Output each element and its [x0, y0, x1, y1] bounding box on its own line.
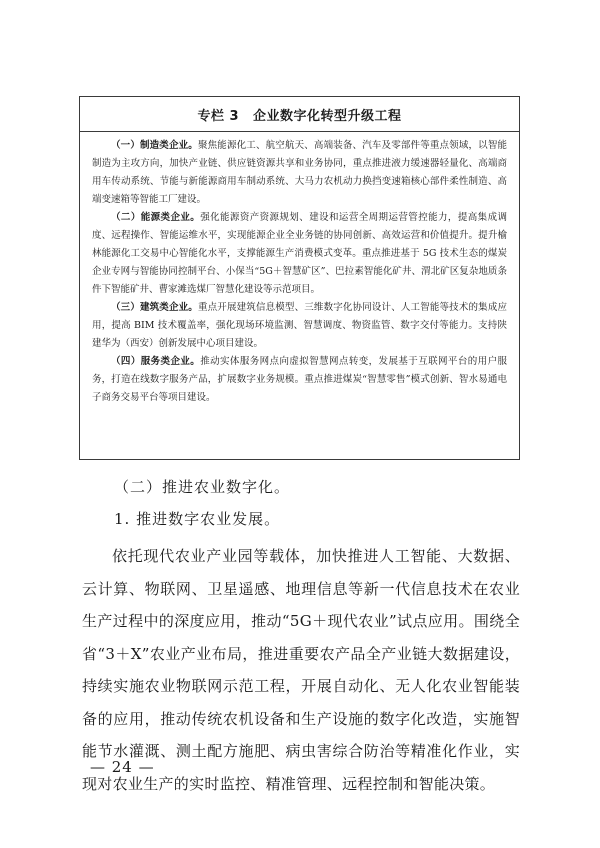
box-title: 企业数字化转型升级工程: [253, 108, 402, 124]
item-lead: （一）制造类企业。: [111, 140, 198, 151]
item-text: 强化能源资产资源规划、建设和运营全周期运营管控能力，提高集成调度、远程操作、智能运维水平，实现能源企业全业务链的协同创新、高效运营和价值提升。提升榆林能源化工交易中心智能化水平，支撑能源生产消费模式变革。重点推进基于 5G 技术生态的煤炭企业专网与智能协同控制平台、小保当“5G＋智慧矿区”、巴拉素智能化矿井、渭北矿区复杂地质条件下智能矿井、曹家滩选煤厂智慧化建设等示范项目。: [92, 212, 507, 295]
item-text: 重点开展建筑信息模型、三维数字化协同设计、人工智能等技术的集成应用，提高 BIM 技术覆盖率，强化现场环境监测、智慧调度、物资监管、数字交付等能力。支持陕建华为（西安）创新发展中心项目建设。: [92, 302, 507, 349]
box-item-energy: [92, 209, 507, 299]
section-heading: （二）推进农业数字化。: [114, 478, 291, 496]
body-paragraph: 依托现代农业产业园等载体，加快推进人工智能、大数据、云计算、物联网、卫星遥感、地理信息等新一代信息技术在农业生产过程中的深度应用，推动“5G＋现代农业”试点应用。围绕全省“3＋X”农业产业布局，推进重要农产品全产业链大数据建设，持续实施农业物联网示范工程，开展自动化、无人化农业智能装备的应用，推动传统农机设备和生产设施的数字化改造，实施智能节水灌溉、测土配方施肥、病虫害综合防治等精准化作业，实现对农业生产的实时监控、精准管理、远程控制和智能决策。: [82, 547, 520, 793]
item-lead: （四）服务类企业。: [111, 356, 201, 367]
item-lead: （三）建筑类企业。: [111, 302, 198, 313]
box-item-service: [92, 353, 507, 407]
item-text: 推动实体服务网点向虚拟智慧网点转变，发展基于互联网平台的用户服务，打造在线数字服务产品，扩展数字业务规模。重点推进煤炭“智慧零售”模式创新、智水易通电子商务交易平台等项目建设。: [92, 356, 507, 403]
page-number: — 24 —: [90, 758, 155, 776]
box-body: [80, 132, 519, 407]
box-header: [80, 97, 519, 132]
feature-box: [79, 96, 520, 460]
item-text: 聚焦能源化工、航空航天、高端装备、汽车及零部件等重点领域，以智能制造为主攻方向，加快产业链、供应链资源共享和业务协同，重点推进液力缓速器轻量化、高端商用车传动系统、节能与新能源商用车制动系统、大马力农机动力换挡变速箱核心部件柔性制造、高端变速箱等智能工厂建设。: [92, 140, 507, 205]
box-item-construction: [92, 299, 507, 353]
box-column-number: 专栏 3: [197, 108, 240, 124]
box-item-manufacturing: [92, 137, 507, 209]
item-lead: （二）能源类企业。: [111, 212, 201, 223]
subsection-heading: 1. 推进数字农业发展。: [114, 510, 281, 528]
